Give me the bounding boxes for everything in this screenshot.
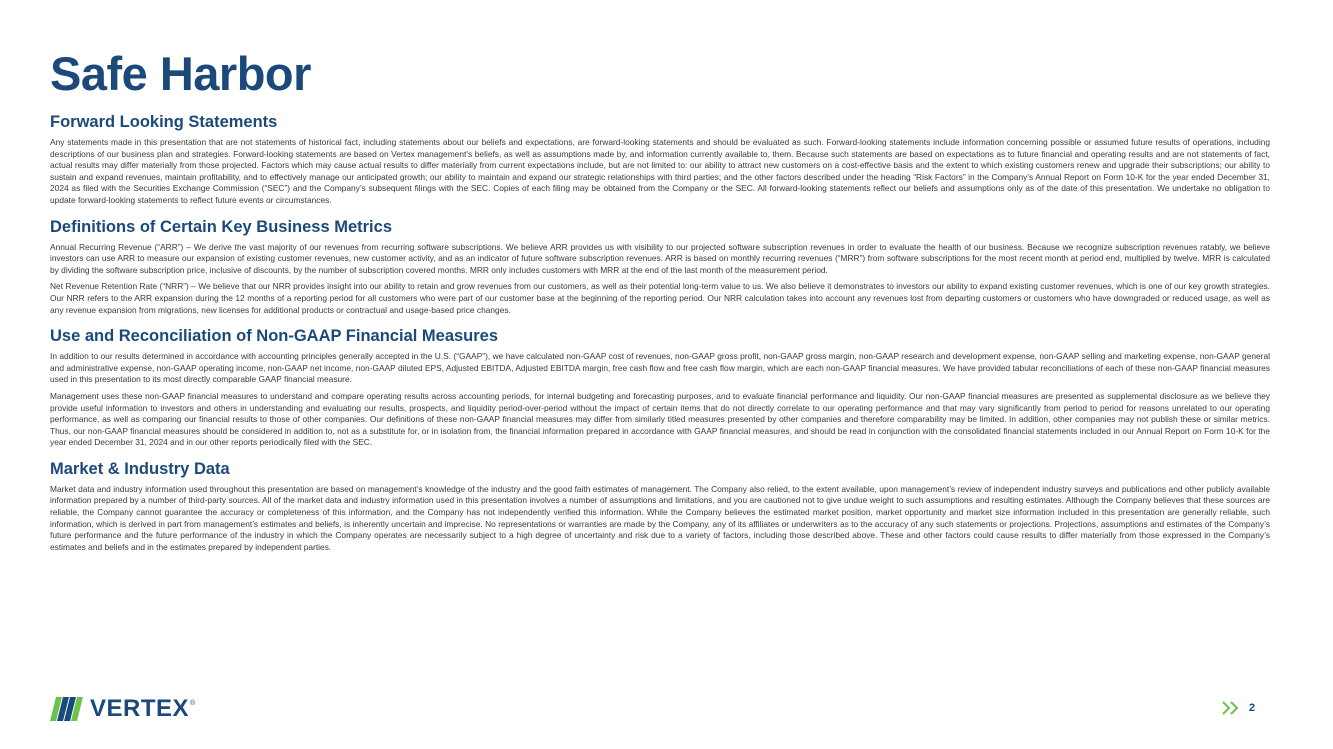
section-non-gaap	[50, 326, 1270, 449]
registered-mark: ®	[190, 700, 196, 707]
section-heading: Forward Looking Statements	[50, 113, 278, 131]
section-paragraph: Management uses these non-GAAP financial measures to understand and compare operating results across accounting periods, for internal budgeting and forecasting purposes, and to evaluate financial performance and liquidity. Our non-GAAP financial measures are presented as supplemental disclosure as we believe they provide useful information to investors and others in understanding and evaluating our results, prospects, and liquidity period-over-period without the impact of certain items that do not directly correlate to our operating performance and that may vary significantly from period to period for reasons unrelated to our operating performance, as well as comparing our financial results to those of other companies. Our definitions of these non-GAAP financial measures may differ from similarly titled measures presented by other companies and therefore comparability may be limited. In addition, other companies may not publish these or similar metrics. Thus, our non-GAAP financial measures should be considered in addition to, not as a substitute for, or in isolation from, the financial information prepared in accordance with GAAP financial measures, and should be read in conjunction with the consolidated financial statements included in our Annual Report on Form 10-K for the year ended December 31, 2024 and in our other reports periodically filed with the SEC.	[50, 390, 1270, 448]
double-chevron-right-icon	[1221, 700, 1241, 716]
section-paragraph: In addition to our results determined in accordance with accounting principles generally accepted in the U.S. (“GAAP”), we have calculated non-GAAP cost of revenues, non-GAAP gross profit, non-GAAP gross margin, non-GAAP research and development expense, non-GAAP selling and marketing expense, non-GAAP general and administrative expense, non-GAAP operating income, non-GAAP net income, non-GAAP diluted EPS, Adjusted EBITDA, Adjusted EBITDA margin, free cash flow and free cash flow margin, which are each non-GAAP financial measures. We have provided tabular reconciliations of each of these non-GAAP financial measures used in this presentation to its most directly comparable GAAP financial measure.	[50, 351, 1270, 385]
section-heading: Definitions of Certain Key Business Metrics	[50, 217, 392, 236]
vertex-v-mark-icon	[50, 697, 84, 721]
section-heading: Market & Industry Data	[50, 459, 230, 478]
section-market-data	[50, 459, 1270, 554]
section-key-metrics	[50, 217, 1270, 317]
logo-wordmark: VERTEX	[90, 695, 190, 722]
page-indicator	[1221, 700, 1255, 716]
section-forward-looking	[50, 112, 1270, 207]
section-paragraph: Market data and industry information used throughout this presentation are based on management’s knowledge of the industry and the good faith estimates of management. The Company also relied, to the extent available, upon management’s review of independent industry surveys and publications and other publicly available information prepared by a number of third-party sources. All of the market data and industry information used in this presentation involves a number of assumptions and limitations, and you are cautioned not to give undue weight to such assumptions and resulting estimates. Although the Company believes that these sources are reliable, the Company cannot guarantee the accuracy or completeness of this information, and the Company has not independently verified this information. While the Company believes the estimated market position, market opportunity and market size information included in this presentation are generally reliable, such information, which is derived in part from management’s estimates and beliefs, is inherently uncertain and imprecise. No representations or warranties are made by the Company, any of its affiliates or underwriters as to the accuracy of any such statements or projections. Projections, assumptions and estimates of the Company’s future performance and the future performance of the industry in which the Company operates are necessarily subject to a high degree of uncertainty and risk due to a variety of factors, including those described above. These and other factors could cause results to differ materially from those expressed in the Company’s estimates and beliefs and in the estimates prepared by independent parties.	[50, 483, 1270, 552]
content-area	[50, 112, 1270, 563]
section-paragraph: Net Revenue Retention Rate (“NRR”) – We believe that our NRR provides insight into our ability to retain and grow revenues from our customers, as well as their potential long-term value to us. We also believe it demonstrates to investors our ability to expand existing customer revenues, which is one of our key growth strategies. Our NRR refers to the ARR expansion during the 12 months of a reporting period for all customers who were part of our customer base at the beginning of the reporting period. Our NRR calculation takes into account any revenues lost from departing customers or customers who have downgraded or reduced usage, as well as any revenue expansion from migrations, new licenses for additional products or contractual and usage-based price changes.	[50, 281, 1270, 315]
section-paragraph: Annual Recurring Revenue (“ARR”) – We derive the vast majority of our revenues from recurring software subscriptions. We believe ARR provides us with visibility to our projected software subscription revenues in order to evaluate the health of our business. Because we recognize subscription revenues ratably, we believe investors can use ARR to measure our expansion of existing customer revenues, new customer activity, and as an indicator of future software subscription revenues. ARR is based on monthly recurring revenues (“MRR”) from software subscriptions for the most recent month at period end, multiplied by twelve. MRR is calculated by dividing the software subscription price, inclusive of discounts, by the number of subscription covered months. MRR only includes customers with MRR at the end of the last month of the measurement period.	[50, 241, 1270, 275]
page-title: Safe Harbor	[50, 47, 311, 100]
section-paragraph: Any statements made in this presentation that are not statements of historical fact, including statements about our beliefs and expectations, are forward-looking statements and should be evaluated as such. Forward-looking statements include information concerning possible or assumed future results of operations, including descriptions of our business plan and strategies. Forward-looking statements are based on Vertex management’s beliefs, as well as assumptions made by, and information currently available to, them. Because such statements are based on expectations as to future financial and operating results and are not statements of fact, actual results may differ materially from those projected. Factors which may cause actual results to differ materially from current expectations include, but are not limited to: our ability to attract new customers on a cost-effective basis and the extent to which existing customers renew and upgrade their subscriptions; our ability to sustain and expand revenues, maintain profitability, and to effectively manage our anticipated growth; our ability to maintain and expand our strategic relationships with third parties; and the other factors described under the heading “Risk Factors” in the Company’s Annual Report on Form 10-K for the year ended December 31, 2024 as filed with the Securities Exchange Commission (“SEC”) and the Company’s subsequent filings with the SEC. Copies of each filing may be obtained from the Company or the SEC. All forward-looking statements reflect our beliefs and assumptions only as of the date of this presentation. We undertake no obligation to update forward-looking statements to reflect future events or circumstances.	[50, 137, 1270, 205]
vertex-logo	[50, 696, 195, 722]
page-number: 2	[1248, 702, 1255, 714]
section-heading: Use and Reconciliation of Non-GAAP Financial Measures	[50, 327, 499, 346]
